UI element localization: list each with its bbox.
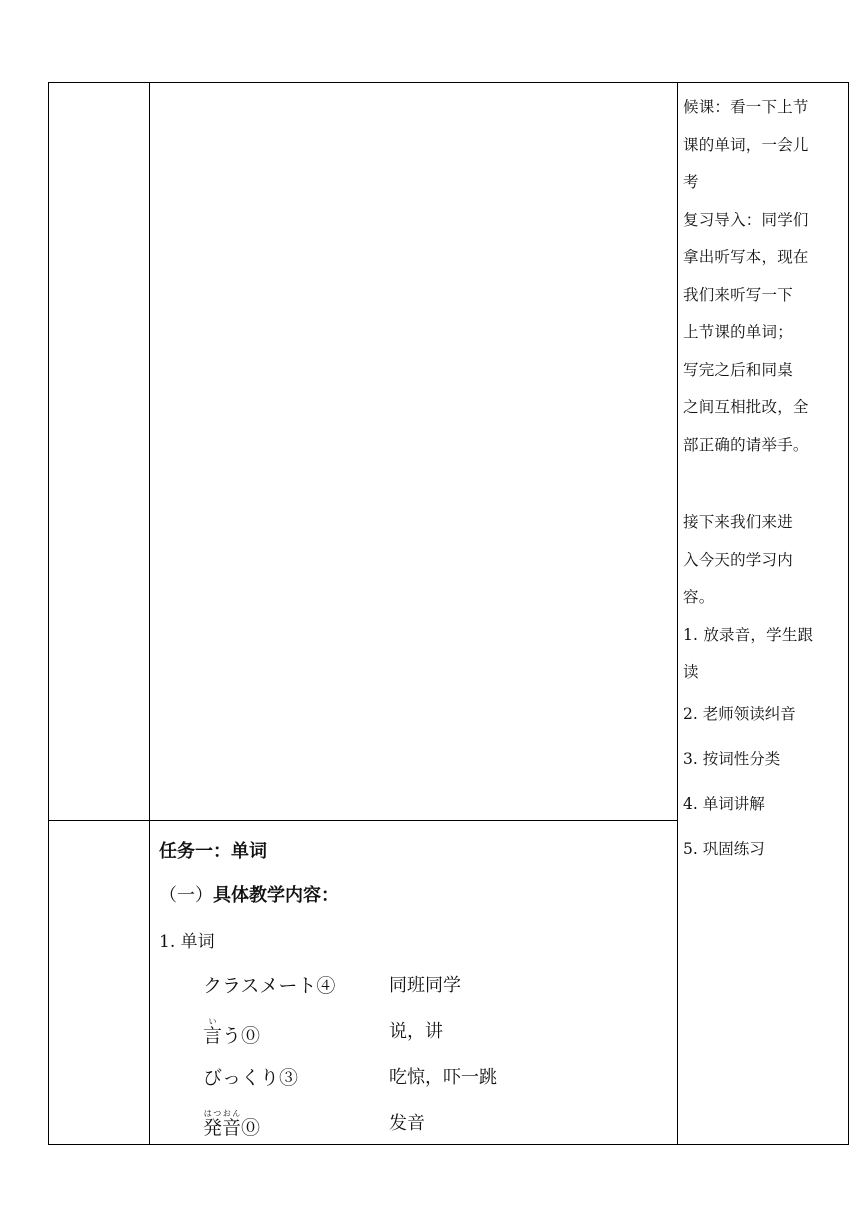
note-line: 之间互相批改，全 — [683, 398, 809, 416]
note-step: 2. 老师领读纠音 — [683, 704, 796, 723]
note-line: 复习导入：同学们 — [683, 210, 809, 229]
note-line: 拿出听写本，现在 — [683, 248, 809, 266]
note-line: 接下来我们来进 — [683, 513, 793, 531]
note-line: 课的单词，一会儿 — [683, 135, 809, 154]
note-line: 入今天的学习内 — [683, 550, 793, 569]
vocab-furigana: はつおん — [203, 1109, 242, 1118]
vocab-word: びっくり③ — [203, 1067, 299, 1089]
teacher-notes-column — [683, 89, 847, 872]
subheading-label: 具体教学内容： — [213, 885, 339, 906]
note-line: 部正确的请举手。 — [683, 435, 809, 454]
vocab-meaning: 吃惊，吓一跳 — [389, 1067, 497, 1088]
column-divider-left — [149, 83, 150, 1144]
note-line: 上节课的单词； — [683, 323, 793, 341]
vocab-meaning: 发音 — [389, 1113, 425, 1134]
task-heading: 任务一：单词 — [159, 841, 267, 862]
content-subheading — [159, 873, 669, 919]
vocab-word: クラスメート④ — [203, 975, 336, 997]
note-line: 写完之后和同桌 — [683, 360, 793, 379]
vocab-word — [203, 1017, 260, 1048]
subheading-prefix: （一） — [159, 885, 213, 906]
vocab-kanji: 発音 — [203, 1117, 242, 1139]
vocab-row — [159, 1011, 669, 1057]
teaching-content-cell — [159, 831, 669, 1149]
vocab-okurigana: う⓪ — [222, 1025, 261, 1047]
vocab-row — [159, 1057, 669, 1103]
vocab-row — [159, 1103, 669, 1149]
vocab-accent: ⓪ — [241, 1117, 261, 1139]
vocab-meaning: 同班同学 — [389, 975, 461, 996]
note-line: 我们来听写一下 — [683, 285, 793, 304]
vocab-furigana: い — [203, 1017, 222, 1026]
note-line: 考 — [683, 173, 699, 191]
note-line: 候课：看一下上节 — [683, 98, 809, 116]
note-step: 3. 按词性分类 — [683, 749, 781, 768]
note-spacer — [683, 464, 847, 504]
note-step: 5. 巩固练习 — [683, 839, 765, 858]
vocab-word — [203, 1109, 260, 1140]
column-divider-right — [677, 83, 678, 1144]
note-line: 1. 放录音，学生跟 — [683, 625, 814, 644]
note-line: 容。 — [683, 588, 715, 606]
vocab-meaning: 说，讲 — [389, 1021, 443, 1042]
vocab-row — [159, 965, 669, 1011]
note-step: 4. 单词讲解 — [683, 794, 765, 813]
lesson-plan-table — [48, 82, 849, 1145]
row-divider — [49, 820, 677, 821]
vocab-section-title: 1. 单词 — [159, 932, 215, 952]
note-line: 读 — [683, 663, 699, 681]
vocab-kanji: 言 — [203, 1025, 223, 1047]
